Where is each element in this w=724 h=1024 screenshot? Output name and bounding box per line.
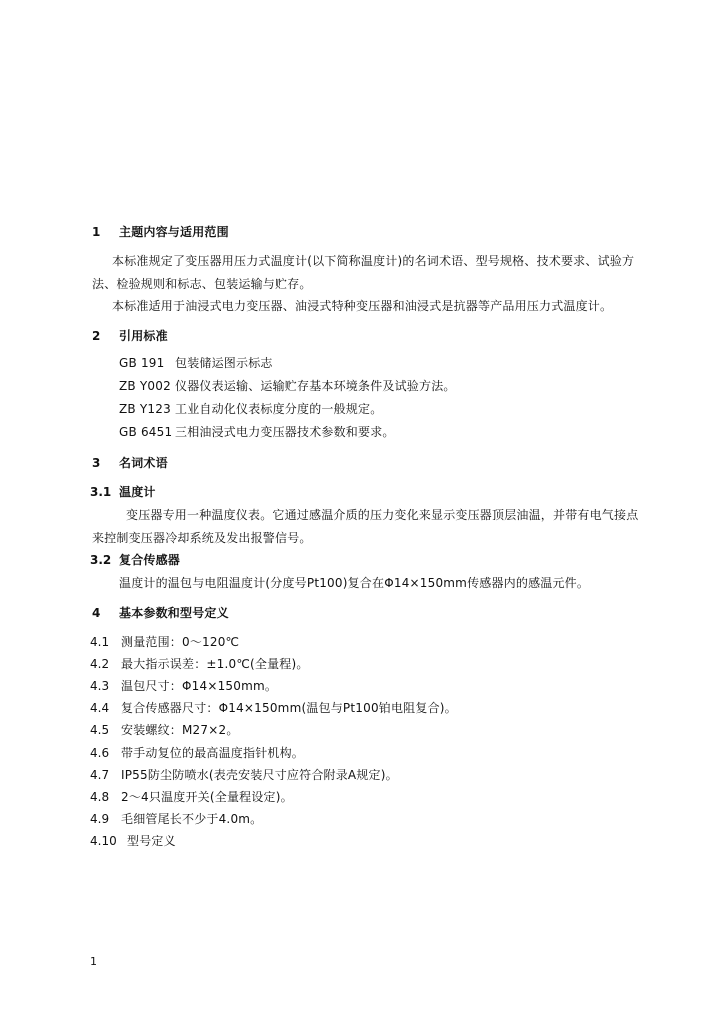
param-number: 4.1	[90, 635, 110, 649]
param-text: 毛细管尾长不少于4.0m。	[121, 812, 263, 826]
param-number: 4.4	[90, 701, 110, 715]
reference-text: 工业自动化仪表标度分度的一般规定。	[175, 402, 383, 416]
param-number: 4.10	[90, 834, 117, 848]
subsection-3-2-title: 复合传感器	[119, 553, 181, 567]
reference-item	[119, 355, 273, 371]
param-number: 4.6	[90, 746, 110, 760]
param-number: 4.7	[90, 768, 110, 782]
section-1-number: 1	[92, 225, 101, 239]
section-2-number: 2	[92, 329, 101, 343]
section-1-title: 主题内容与适用范围	[119, 225, 229, 239]
param-number: 4.3	[90, 679, 110, 693]
param-text: 测量范围：0～120℃	[121, 635, 240, 649]
subsection-3-2-number: 3.2	[90, 553, 112, 567]
subsection-3-1-title: 温度计	[119, 485, 156, 499]
section-1-paragraph-1-line-2: 法、检验规则和标志、包装运输与贮存。	[92, 277, 312, 291]
reference-code: GB 6451	[119, 425, 173, 439]
section-1-paragraph-2: 本标准适用于油浸式电力变压器、油浸式特种变压器和油浸式是抗器等产品用压力式温度计。	[112, 299, 613, 313]
param-text: 安装螺纹：M27×2。	[121, 723, 239, 737]
param-text: 复合传感器尺寸：Φ14×150mm(温包与Pt100铂电阻复合)。	[121, 701, 457, 715]
subsection-3-1-line-2: 来控制变压器冷却系统及发出报警信号。	[92, 531, 312, 545]
subsection-3-2-line-1: 温度计的温包与电阻温度计(分度号Pt100)复合在Φ14×150mm传感器内的感温元件。	[119, 576, 590, 590]
reference-text: 三相油浸式电力变压器技术参数和要求。	[175, 425, 395, 439]
param-number: 4.9	[90, 812, 110, 826]
reference-code: ZB Y002	[119, 379, 171, 393]
param-number: 4.2	[90, 657, 110, 671]
reference-code: GB 191	[119, 356, 165, 370]
reference-item	[119, 424, 395, 440]
page-number: 1	[90, 955, 97, 968]
subsection-3-1-line-1: 变压器专用一种温度仪表。它通过感温介质的压力变化来显示变压器顶层油温，并带有电气接点	[126, 508, 639, 522]
param-text: 型号定义	[127, 834, 176, 848]
section-1-paragraph-1-line-1: 本标准规定了变压器用压力式温度计(以下简称温度计)的名词术语、型号规格、技术要求、试验方	[112, 254, 635, 268]
section-3-title: 名词术语	[119, 456, 168, 470]
param-text: IP55防尘防喷水(表壳安装尺寸应符合附录A规定)。	[121, 768, 398, 782]
section-3-number: 3	[92, 456, 101, 470]
param-text: 带手动复位的最高温度指针机构。	[121, 746, 305, 760]
subsection-3-1-number: 3.1	[90, 485, 112, 499]
section-2-title: 引用标准	[119, 329, 168, 343]
reference-text: 仪器仪表运输、运输贮存基本环境条件及试验方法。	[175, 379, 456, 393]
param-text: 2～4只温度开关(全量程设定)。	[121, 790, 293, 804]
reference-item	[119, 378, 456, 394]
reference-text: 包装储运图示标志	[175, 356, 273, 370]
param-text: 温包尺寸：Φ14×150mm。	[121, 679, 278, 693]
param-number: 4.8	[90, 790, 110, 804]
param-text: 最大指示误差：±1.0℃(全量程)。	[121, 657, 309, 671]
reference-code: ZB Y123	[119, 402, 171, 416]
param-number: 4.5	[90, 723, 110, 737]
section-4-title: 基本参数和型号定义	[119, 606, 229, 620]
reference-item	[119, 401, 382, 417]
section-4-number: 4	[92, 606, 101, 620]
